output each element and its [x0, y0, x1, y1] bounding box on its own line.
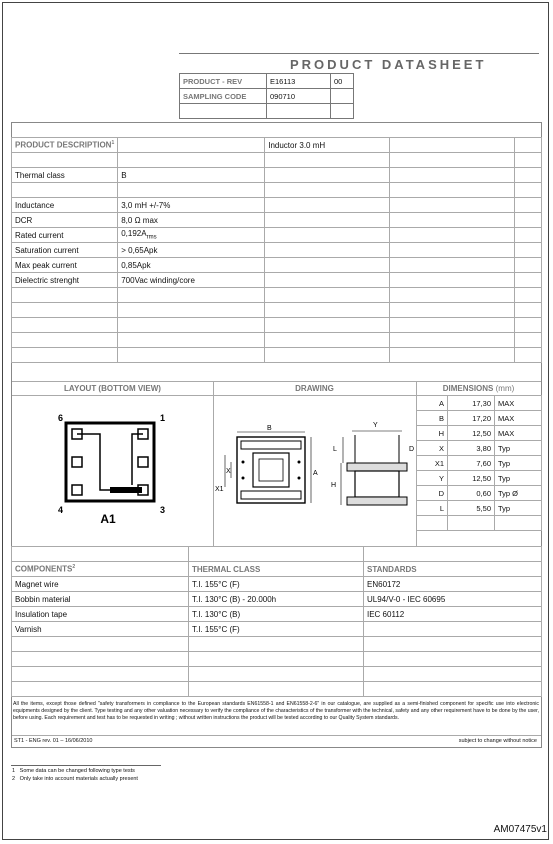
spec-row: Saturation current > 0,65Apk: [12, 243, 542, 258]
sampling-code: 090710: [267, 89, 331, 104]
datasheet-body: [11, 122, 542, 748]
components-label: COMPONENTS$^2$: [12, 562, 189, 577]
dim-x1-label: X1: [215, 486, 224, 493]
revision-text: ST1 - ENG rev. 01 – 16/06/2010: [14, 738, 93, 744]
description-table: [11, 137, 542, 363]
dimension-row: D 0,60 Typ Ø: [417, 486, 542, 501]
components-table: [11, 546, 542, 697]
product-rev-label: PRODUCT - REV: [180, 74, 267, 89]
drawing-title: DRAWING: [295, 384, 334, 393]
component-row: Magnet wire T.I. 155°C (F) EN60172: [12, 577, 542, 592]
dimension-row: X1 7,60 Typ: [417, 456, 542, 471]
layout-bottom-view: [52, 415, 182, 525]
pin-6-label: 6: [58, 413, 64, 423]
dim-h-label: H: [331, 482, 337, 489]
dimension-row: Y 12,50 Typ: [417, 471, 542, 486]
document-code: AM07475v1: [493, 824, 547, 835]
dim-b-label: B: [267, 425, 272, 432]
footnote-2: 2 Only take into account materials actually present: [12, 776, 138, 782]
sampling-code-label: SAMPLING CODE: [180, 89, 267, 104]
pin-3-label: 3: [160, 505, 166, 515]
pin-1-label: 1: [160, 413, 166, 423]
header-rule: [179, 53, 539, 54]
dimension-row: A 17,30 MAX: [417, 396, 542, 411]
spec-row: Max peak current 0,85Apk: [12, 258, 542, 273]
dim-l-label: L: [333, 446, 337, 453]
component-row: Varnish T.I. 155°C (F): [12, 622, 542, 637]
spec-row: Rated current $0,192A_{rms}$: [12, 228, 542, 243]
dim-y-label: Y: [373, 422, 378, 429]
spec-row: DCR 8,0 Ω max: [12, 213, 542, 228]
description-value: Inductor 3.0 mH: [265, 138, 390, 153]
footnote-rule: [11, 765, 161, 766]
standards-header: STANDARDS: [364, 562, 542, 577]
spec-row: Dielectric strenght 700Vac winding/core: [12, 273, 542, 288]
thermal-class-value: B: [118, 168, 265, 183]
dimension-row: X 3,80 Typ: [417, 441, 542, 456]
header-table: [179, 73, 354, 119]
product-code: E16113: [267, 74, 331, 89]
layout-title: LAYOUT (BOTTOM VIEW): [64, 384, 161, 393]
dim-a-label: A: [313, 470, 318, 477]
datasheet-title: PRODUCT DATASHEET: [290, 57, 487, 72]
dimension-row: L 5,50 Typ: [417, 501, 542, 516]
subject-to-change-text: subject to change without notice: [458, 738, 537, 744]
thermal-class-header: THERMAL CLASS: [189, 562, 364, 577]
description-label: PRODUCT DESCRIPTION$^1$: [12, 138, 118, 153]
dimension-row: H 12,50 MAX: [417, 426, 542, 441]
inductor-drawing: [217, 415, 417, 535]
footnote-1: 1 Some data can be changed following type tests: [12, 768, 135, 774]
component-row: Bobbin material T.I. 130°C (B) - 20.000h UL94/V-0 - IEC 60695: [12, 592, 542, 607]
disclaimer-text: All the items, except those defined "safety transformers in compliance to the European standards EN61558-1 and EN61558-2-6" in our catalogue, are supplied as a semi-finished component for specific use into electronic equipments designed by the client. Type testing and any other valuation necessary to verify the compliance of the characteristics of the transformer with the technical, safety and any other requirement have to be done by the user, before using. Each requirement and test has to be requested in writing ; without written instructions the product will be tested according to our Quality System standards.: [13, 701, 539, 721]
component-row: Insulation tape T.I. 130°C (B) IEC 60112: [12, 607, 542, 622]
dim-x-label: X: [226, 468, 231, 475]
dimensions-table: [416, 395, 542, 531]
product-rev: 00: [331, 74, 354, 89]
thermal-class-label: Thermal class: [12, 168, 118, 183]
dim-d-label: D: [409, 446, 415, 453]
pin-4-label: 4: [58, 505, 64, 515]
marking-label: A1: [100, 512, 116, 526]
dimension-row: B 17,20 MAX: [417, 411, 542, 426]
spec-row: Inductance 3,0 mH +/-7%: [12, 198, 542, 213]
dimensions-title: DIMENSIONS (mm): [442, 384, 515, 393]
